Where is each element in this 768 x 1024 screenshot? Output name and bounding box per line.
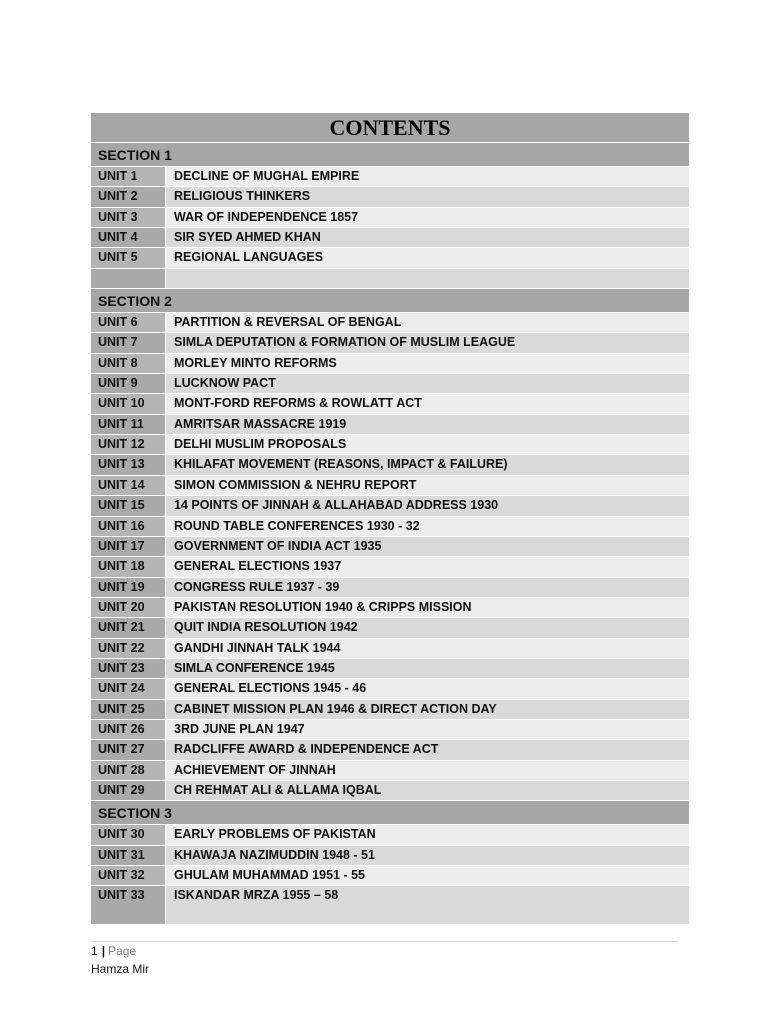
unit-title: CONGRESS RULE 1937 - 39	[166, 578, 689, 597]
unit-title: SIMLA CONFERENCE 1945	[166, 659, 689, 678]
footer-page-number	[91, 943, 136, 959]
table-row	[91, 187, 689, 207]
footer-author: Hamza Mir	[91, 962, 150, 976]
unit-title: 14 POINTS OF JINNAH & ALLAHABAD ADDRESS 1930	[166, 496, 689, 515]
unit-title: GENERAL ELECTIONS 1937	[166, 557, 689, 576]
table-row	[91, 761, 689, 781]
table-row	[91, 248, 689, 268]
table-row	[91, 167, 689, 187]
unit-number: UNIT 25	[91, 700, 166, 719]
unit-title: 3RD JUNE PLAN 1947	[166, 720, 689, 739]
table-row	[91, 598, 689, 618]
unit-title: KHAWAJA NAZIMUDDIN 1948 - 51	[166, 846, 689, 865]
unit-title: GHULAM MUHAMMAD 1951 - 55	[166, 866, 689, 885]
unit-number: UNIT 26	[91, 720, 166, 739]
unit-number: UNIT 31	[91, 846, 166, 865]
table-row	[91, 394, 689, 414]
table-row	[91, 333, 689, 353]
unit-title: PAKISTAN RESOLUTION 1940 & CRIPPS MISSION	[166, 598, 689, 617]
unit-title: AMRITSAR MASSACRE 1919	[166, 415, 689, 434]
table-row	[91, 415, 689, 435]
table-row	[91, 578, 689, 598]
unit-title: SIMON COMMISSION & NEHRU REPORT	[166, 476, 689, 495]
section-heading: SECTION 3	[91, 801, 689, 825]
unit-title: REGIONAL LANGUAGES	[166, 248, 689, 267]
table-row	[91, 886, 689, 925]
unit-title: GOVERNMENT OF INDIA ACT 1935	[166, 537, 689, 556]
table-row	[91, 354, 689, 374]
section-heading: SECTION 1	[91, 143, 689, 167]
unit-title: GENERAL ELECTIONS 1945 - 46	[166, 679, 689, 698]
table-row	[91, 679, 689, 699]
table-row	[91, 269, 689, 289]
unit-number: UNIT 29	[91, 781, 166, 800]
table-row	[91, 557, 689, 577]
unit-number: UNIT 3	[91, 208, 166, 227]
unit-title: EARLY PROBLEMS OF PAKISTAN	[166, 825, 689, 844]
unit-title: MORLEY MINTO REFORMS	[166, 354, 689, 373]
unit-number: UNIT 5	[91, 248, 166, 267]
unit-title: QUIT INDIA RESOLUTION 1942	[166, 618, 689, 637]
unit-title: ISKANDAR MRZA 1955 – 58	[166, 886, 689, 924]
unit-title: DECLINE OF MUGHAL EMPIRE	[166, 167, 689, 186]
unit-title: DELHI MUSLIM PROPOSALS	[166, 435, 689, 454]
unit-number: UNIT 6	[91, 313, 166, 332]
unit-number: UNIT 20	[91, 598, 166, 617]
contents-table	[91, 113, 689, 925]
unit-number: UNIT 15	[91, 496, 166, 515]
table-row	[91, 208, 689, 228]
table-row	[91, 455, 689, 475]
unit-number: UNIT 22	[91, 639, 166, 658]
table-row	[91, 435, 689, 455]
table-row	[91, 517, 689, 537]
unit-number: UNIT 13	[91, 455, 166, 474]
page-number: 1	[91, 944, 98, 958]
table-row	[91, 846, 689, 866]
unit-number: UNIT 33	[91, 886, 166, 924]
unit-title: SIMLA DEPUTATION & FORMATION OF MUSLIM LEAGUE	[166, 333, 689, 352]
contents-title: CONTENTS	[91, 113, 689, 143]
table-row	[91, 700, 689, 720]
unit-title: ACHIEVEMENT OF JINNAH	[166, 761, 689, 780]
unit-title: ROUND TABLE CONFERENCES 1930 - 32	[166, 517, 689, 536]
table-row	[91, 740, 689, 760]
unit-title: PARTITION & REVERSAL OF BENGAL	[166, 313, 689, 332]
footer-divider	[91, 941, 678, 942]
table-row	[91, 659, 689, 679]
table-row	[91, 618, 689, 638]
table-row	[91, 825, 689, 845]
unit-number: UNIT 9	[91, 374, 166, 393]
unit-number: UNIT 10	[91, 394, 166, 413]
table-row	[91, 639, 689, 659]
table-row	[91, 313, 689, 333]
unit-title: MONT-FORD REFORMS & ROWLATT ACT	[166, 394, 689, 413]
unit-title	[166, 269, 689, 288]
unit-number: UNIT 21	[91, 618, 166, 637]
unit-number: UNIT 32	[91, 866, 166, 885]
table-row	[91, 228, 689, 248]
unit-number: UNIT 4	[91, 228, 166, 247]
unit-number: UNIT 18	[91, 557, 166, 576]
unit-number: UNIT 16	[91, 517, 166, 536]
unit-number: UNIT 11	[91, 415, 166, 434]
unit-number: UNIT 23	[91, 659, 166, 678]
unit-number: UNIT 27	[91, 740, 166, 759]
table-row	[91, 496, 689, 516]
unit-title: CABINET MISSION PLAN 1946 & DIRECT ACTION DAY	[166, 700, 689, 719]
page-separator: |	[101, 944, 106, 958]
unit-number: UNIT 7	[91, 333, 166, 352]
unit-number: UNIT 30	[91, 825, 166, 844]
unit-number	[91, 269, 166, 288]
unit-number: UNIT 8	[91, 354, 166, 373]
unit-number: UNIT 2	[91, 187, 166, 206]
table-row	[91, 374, 689, 394]
unit-number: UNIT 17	[91, 537, 166, 556]
unit-title: GANDHI JINNAH TALK 1944	[166, 639, 689, 658]
unit-number: UNIT 12	[91, 435, 166, 454]
table-row	[91, 866, 689, 886]
unit-title: CH REHMAT ALI & ALLAMA IQBAL	[166, 781, 689, 800]
unit-title: KHILAFAT MOVEMENT (REASONS, IMPACT & FAILURE)	[166, 455, 689, 474]
table-row	[91, 476, 689, 496]
unit-number: UNIT 24	[91, 679, 166, 698]
unit-number: UNIT 19	[91, 578, 166, 597]
unit-number: UNIT 1	[91, 167, 166, 186]
unit-number: UNIT 14	[91, 476, 166, 495]
unit-title: RELIGIOUS THINKERS	[166, 187, 689, 206]
table-row	[91, 781, 689, 801]
section-heading: SECTION 2	[91, 289, 689, 313]
table-row	[91, 720, 689, 740]
page-label: Page	[108, 944, 137, 958]
unit-title: LUCKNOW PACT	[166, 374, 689, 393]
table-row	[91, 537, 689, 557]
unit-number: UNIT 28	[91, 761, 166, 780]
unit-title: RADCLIFFE AWARD & INDEPENDENCE ACT	[166, 740, 689, 759]
unit-title: SIR SYED AHMED KHAN	[166, 228, 689, 247]
unit-title: WAR OF INDEPENDENCE 1857	[166, 208, 689, 227]
